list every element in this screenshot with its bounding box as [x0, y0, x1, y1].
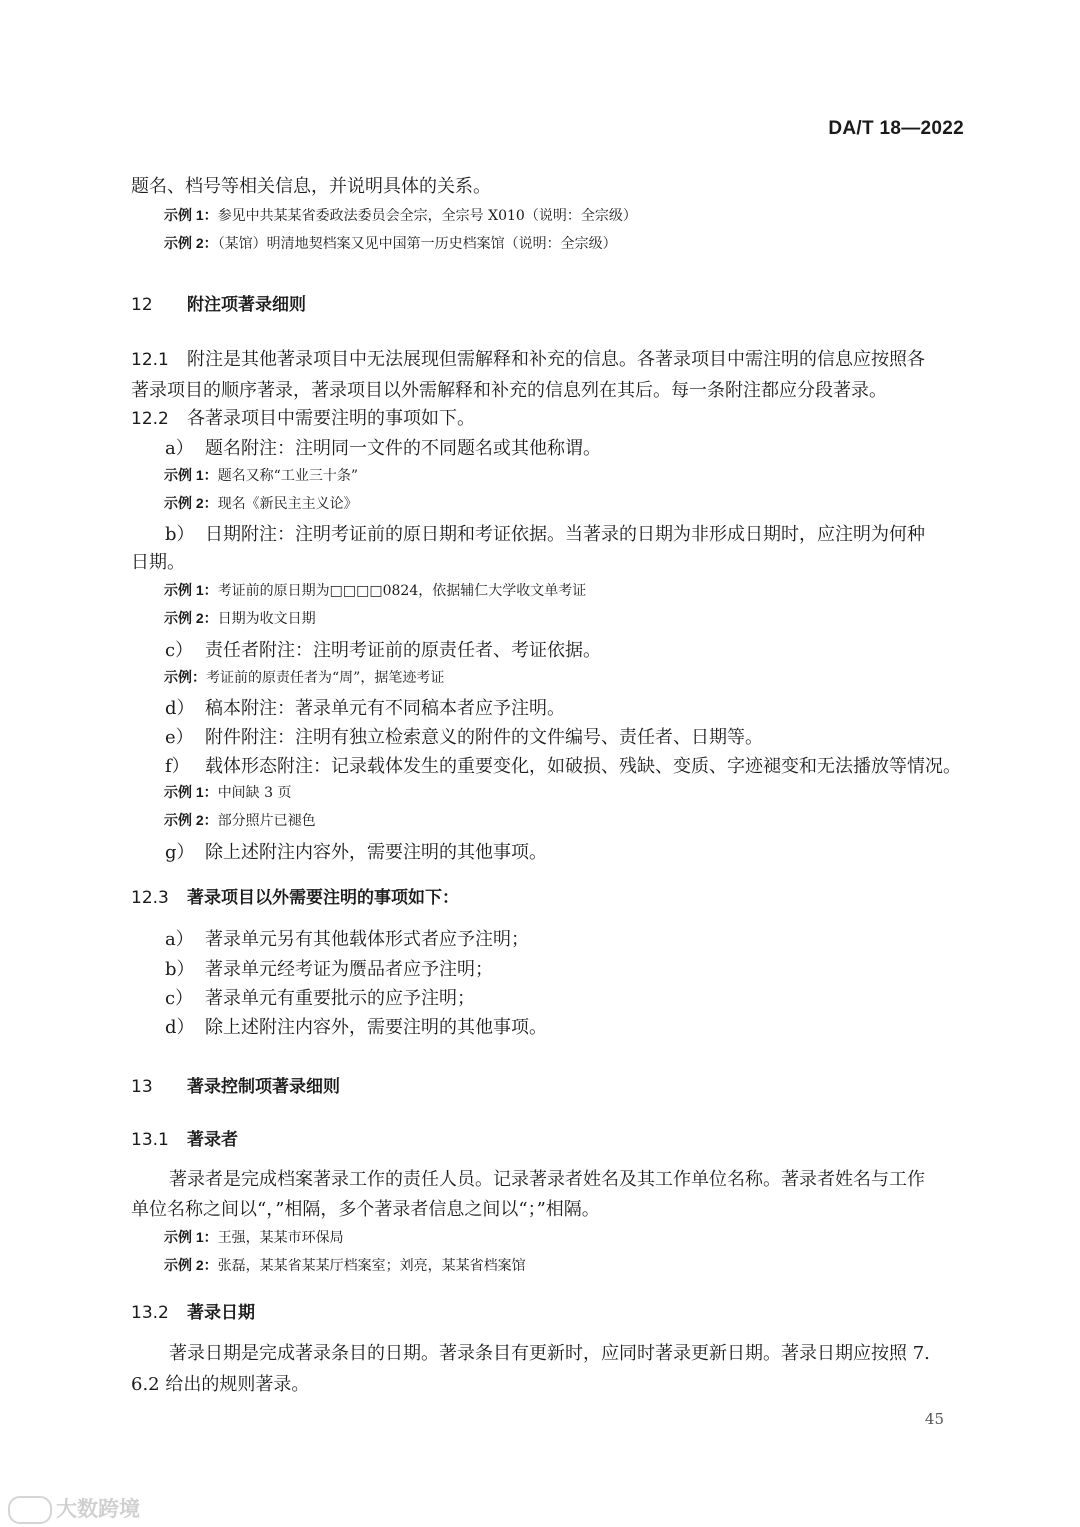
example: 示例 1：中间缺 3 页 — [164, 784, 292, 801]
clause-12-3-heading: 12.3 著录项目以外需要注明的事项如下： — [131, 888, 459, 908]
section-13-heading: 13 著录控制项著录细则 — [131, 1077, 340, 1097]
watermark: 大数跨境 — [8, 1493, 140, 1524]
list-item-d: d） 除上述附注内容外，需要注明的其他事项。 — [165, 1017, 547, 1038]
list-item-g: g） 除上述附注内容外，需要注明的其他事项。 — [165, 842, 547, 863]
example: 示例 1：考证前的原日期为□□□□0824，依据辅仁大学收文单考证 — [164, 582, 587, 599]
clause-13-1-heading: 13.1 著录者 — [131, 1130, 238, 1150]
example: 示例 2：现名《新民主主义论》 — [164, 495, 358, 512]
clause-12-1-line2: 著录项目的顺序著录，著录项目以外需解释和补充的信息列在其后。每一条附注都应分段著录。 — [131, 380, 887, 401]
list-item-b: b） 日期附注：注明考证前的原日期和考证依据。当著录的日期为非形成日期时，应注明为何种 — [165, 524, 925, 545]
example: 示例 1：王强，某某市环保局 — [164, 1229, 344, 1246]
watermark-logo-icon — [8, 1496, 52, 1524]
list-item-b-cont: 日期。 — [131, 552, 185, 573]
clause-13-1-line1: 著录者是完成档案著录工作的责任人员。记录著录者姓名及其工作单位名称。著录者姓名与工作 — [169, 1169, 925, 1190]
list-item-b: b） 著录单元经考证为赝品者应予注明； — [165, 959, 493, 980]
continued-line: 题名、档号等相关信息，并说明具体的关系。 — [131, 176, 491, 197]
example: 示例 2：日期为收文日期 — [164, 610, 316, 627]
clause-13-1-line2: 单位名称之间以“，”相隔，多个著录者信息之间以“；”相隔。 — [131, 1199, 600, 1220]
list-item-f: f） 载体形态附注：记录载体发生的重要变化，如破损、残缺、变质、字迹褪变和无法播放等情况。 — [165, 756, 961, 777]
list-item-e: e） 附件附注：注明有独立检索意义的附件的文件编号、责任者、日期等。 — [165, 727, 763, 748]
clause-13-2-heading: 13.2 著录日期 — [131, 1303, 255, 1323]
example: 示例 2：张磊，某某省某某厅档案室；刘亮，某某省档案馆 — [164, 1257, 526, 1274]
standard-number: DA/T 18—2022 — [828, 118, 964, 139]
clause-13-2-line2: 6.2 给出的规则著录。 — [131, 1374, 310, 1395]
example: 示例 2：（某馆）明清地契档案又见中国第一历史档案馆（说明：全宗级） — [164, 235, 617, 252]
list-item-c: c） 责任者附注：注明考证前的原责任者、考证依据。 — [165, 640, 601, 661]
clause-12-2: 12.2 各著录项目中需要注明的事项如下。 — [131, 408, 475, 429]
page-number: 45 — [924, 1410, 944, 1428]
clause-13-2-line1: 著录日期是完成著录条目的日期。著录条目有更新时，应同时著录更新日期。著录日期应按照 7. — [169, 1343, 930, 1364]
example: 示例：考证前的原责任者为“周”，据笔迹考证 — [164, 669, 445, 686]
example: 示例 1：参见中共某某省委政法委员会全宗，全宗号 X010（说明：全宗级） — [164, 207, 637, 224]
example: 示例 1：题名又称“工业三十条” — [164, 467, 359, 484]
list-item-c: c） 著录单元有重要批示的应予注明； — [165, 988, 475, 1009]
list-item-d: d） 稿本附注：著录单元有不同稿本者应予注明。 — [165, 698, 565, 719]
section-12-heading: 12 附注项著录细则 — [131, 295, 306, 315]
list-item-a: a） 题名附注：注明同一文件的不同题名或其他称谓。 — [165, 438, 601, 459]
list-item-a: a） 著录单元另有其他载体形式者应予注明； — [165, 929, 529, 950]
example: 示例 2：部分照片已褪色 — [164, 812, 316, 829]
clause-12-1-line1: 12.1 附注是其他著录项目中无法展现但需解释和补充的信息。各著录项目中需注明的信息应按照各 — [131, 349, 925, 370]
